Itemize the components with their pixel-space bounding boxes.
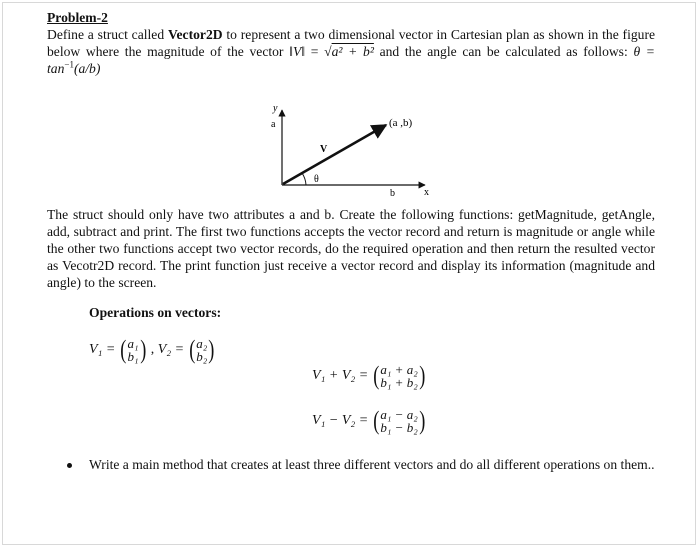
v2-top: a₂ [196,336,208,351]
sum-top: a₁ + a₂ [380,362,418,377]
point-label: (a ,b) [389,117,413,129]
diff-lhs: V₁ − V₂ = [312,413,369,429]
vector-arrow [283,125,386,184]
diff-top: a₁ − a₂ [380,407,418,422]
a-label: a [271,119,276,130]
vector-label: V [320,144,328,155]
problem-title: Problem-2 [47,10,108,25]
v1-lhs: V₁ = [89,342,116,358]
theta-exponent: −1 [64,59,74,70]
v1-top: a₁ [127,336,139,351]
bullet-item: Write a main method that creates at least three different vectors and do all different operations on them.. [89,457,655,472]
operations-heading: Operations on vectors: [89,305,222,320]
magnitude-lhs: ‖V‖ [289,44,306,59]
sum-lhs: V₁ + V₂ = [312,368,369,384]
difference-equation: V₁ − V₂ = ( a₁ − a₂ b₁ − b₂ ) [312,406,426,435]
v2-lhs: V₂ = [157,342,185,358]
vector-figure [262,102,442,198]
theta-fraction: (a/b) [73,61,101,76]
theta-equation: θ = tan [47,44,655,76]
diff-bottom: b₁ − b₂ [380,420,418,435]
sum-bottom: b₁ + b₂ [380,375,418,390]
v1-v2-definition: V₁ = ( a₁ b₁ ) , V₂ = ( a₂ b₂ ) [89,335,215,364]
angle-arc [302,173,306,185]
magnitude-eq: = √ [305,44,332,59]
separator: , [150,342,155,358]
magnitude-radicand: a² + b² [331,44,374,59]
v2-bottom: b₂ [196,349,208,364]
intro-text-2: to represent a two dimensional vector in Cartesian plan as shown in the figure below where the magnitude of the vector [47,27,656,59]
description-paragraph: The struct should only have two attributes a and b. Create the following functions: getMagnitude, getAngle, add, subtract and print. The first two functions accepts the vector record and return is magnitude or angle while the other two functions accept two vector records, do the required operation and then return the resulted vector as Vecotr2D record. The print function just receive a vector record and display its information (magnitude and angle) to the screen. [47,207,655,290]
struct-name: Vector2D [167,27,223,42]
x-axis-label: x [424,187,429,198]
y-axis-label: y [273,103,278,114]
intro-paragraph [47,26,655,77]
b-label: b [390,188,395,198]
sum-equation: V₁ + V₂ = ( a₁ + a₂ b₁ + b₂ ) [312,361,426,390]
v1-bottom: b₁ [127,349,139,364]
intro-text-3: and the angle can be calculated as follows: [373,44,634,59]
intro-text-1: Define a struct called [47,27,168,42]
theta-label: θ [314,174,319,185]
bullet-marker [67,463,72,468]
